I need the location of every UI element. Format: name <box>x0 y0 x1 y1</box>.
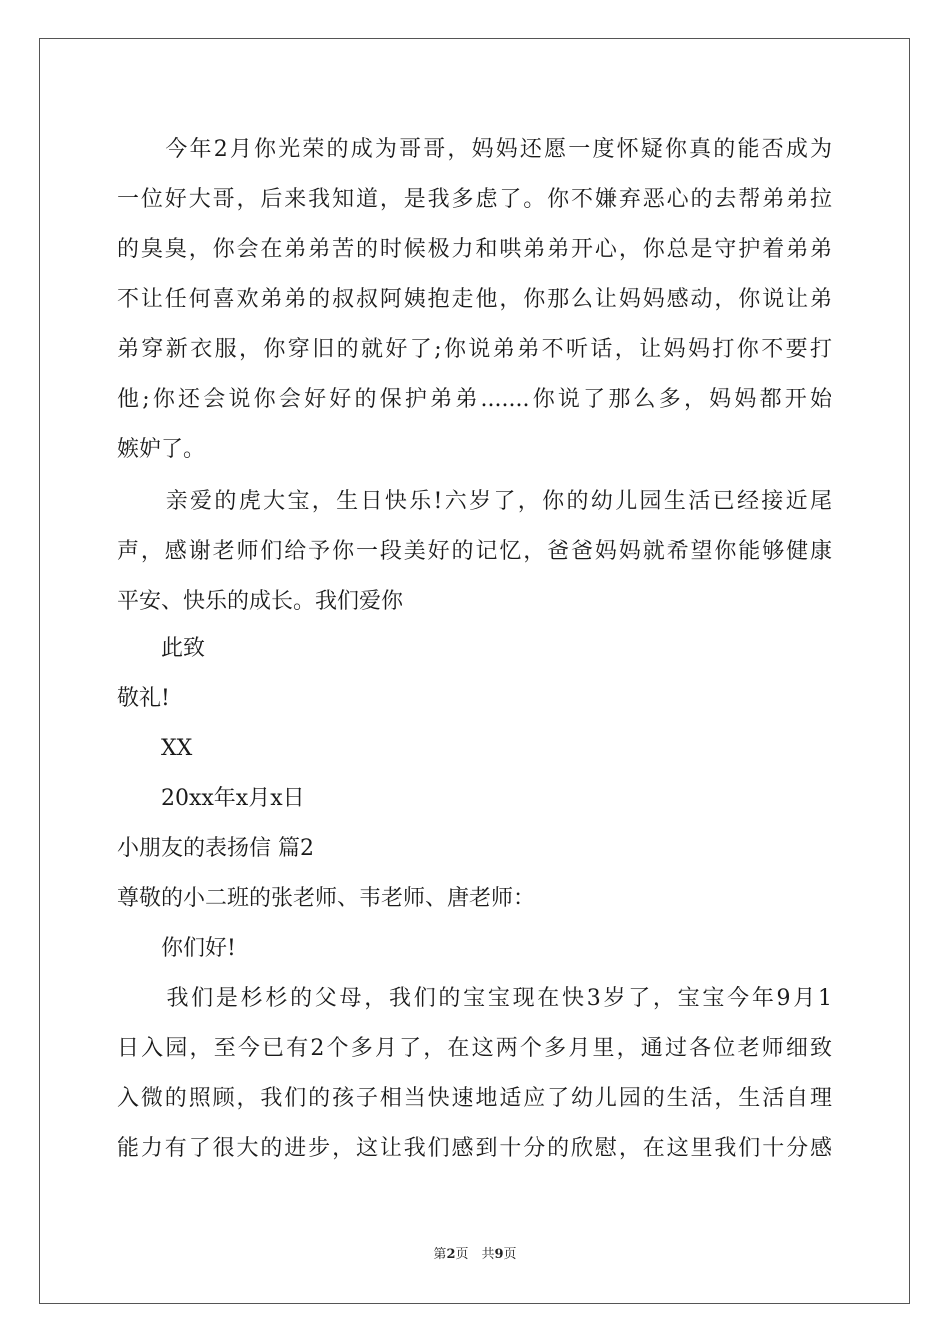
paragraph-line: 他;你还会说你会好好的保护弟弟.......你说了那么多，妈妈都开始 <box>117 387 832 412</box>
date-text: 20xx年x月x日 <box>117 786 305 811</box>
paragraph-line: 弟穿新衣服，你穿旧的就好了;你说弟弟不听话，让妈妈打你不要打 <box>117 337 832 362</box>
page-border <box>39 38 910 1304</box>
paragraph-line: 今年2月你光荣的成为哥哥，妈妈还愿一度怀疑你真的能否成为 <box>117 137 832 162</box>
closing-text: 此致 <box>117 636 206 661</box>
paragraph-line: 声，感谢老师们给予你一段美好的记忆，爸爸妈妈就希望你能够健康 <box>117 539 832 564</box>
paragraph-line: 的臭臭，你会在弟弟苦的时候极力和哄弟弟开心，你总是守护着弟弟 <box>117 237 832 262</box>
total-pages: 9 <box>494 1247 504 1262</box>
paragraph-line: 亲爱的虎大宝，生日快乐!六岁了，你的幼儿园生活已经接近尾 <box>117 489 832 514</box>
footer-mid: 页 共 <box>455 1247 495 1262</box>
paragraph-line: 一位好大哥，后来我知道，是我多虑了。你不嫌弃恶心的去帮弟弟拉 <box>117 187 832 212</box>
paragraph-line: 我们是杉杉的父母，我们的宝宝现在快3岁了，宝宝今年9月1 <box>117 986 832 1011</box>
footer-suffix: 页 <box>503 1247 517 1262</box>
salute-text: 敬礼! <box>117 686 170 711</box>
paragraph-line: 不让任何喜欢弟弟的叔叔阿姨抱走他，你那么让妈妈感动，你说让弟 <box>117 287 832 312</box>
greeting-text: 尊敬的小二班的张老师、韦老师、唐老师： <box>117 886 536 911</box>
hello-text: 你们好! <box>117 936 236 961</box>
signature-text: XX <box>117 736 193 761</box>
paragraph-line: 入微的照顾，我们的孩子相当快速地适应了幼儿园的生活，生活自理 <box>117 1086 832 1111</box>
section-title: 小朋友的表扬信 篇2 <box>117 836 314 861</box>
paragraph-line: 嫉妒了。 <box>117 437 206 462</box>
paragraph-line: 日入园，至今已有2个多月了，在这两个多月里，通过各位老师细致 <box>117 1036 832 1061</box>
page-footer <box>0 1246 950 1264</box>
footer-prefix: 第 <box>433 1247 447 1262</box>
page-number: 2 <box>446 1247 456 1262</box>
paragraph-line: 能力有了很大的进步，这让我们感到十分的欣慰，在这里我们十分感 <box>117 1136 832 1161</box>
paragraph-line: 平安、快乐的成长。我们爱你 <box>117 589 404 614</box>
